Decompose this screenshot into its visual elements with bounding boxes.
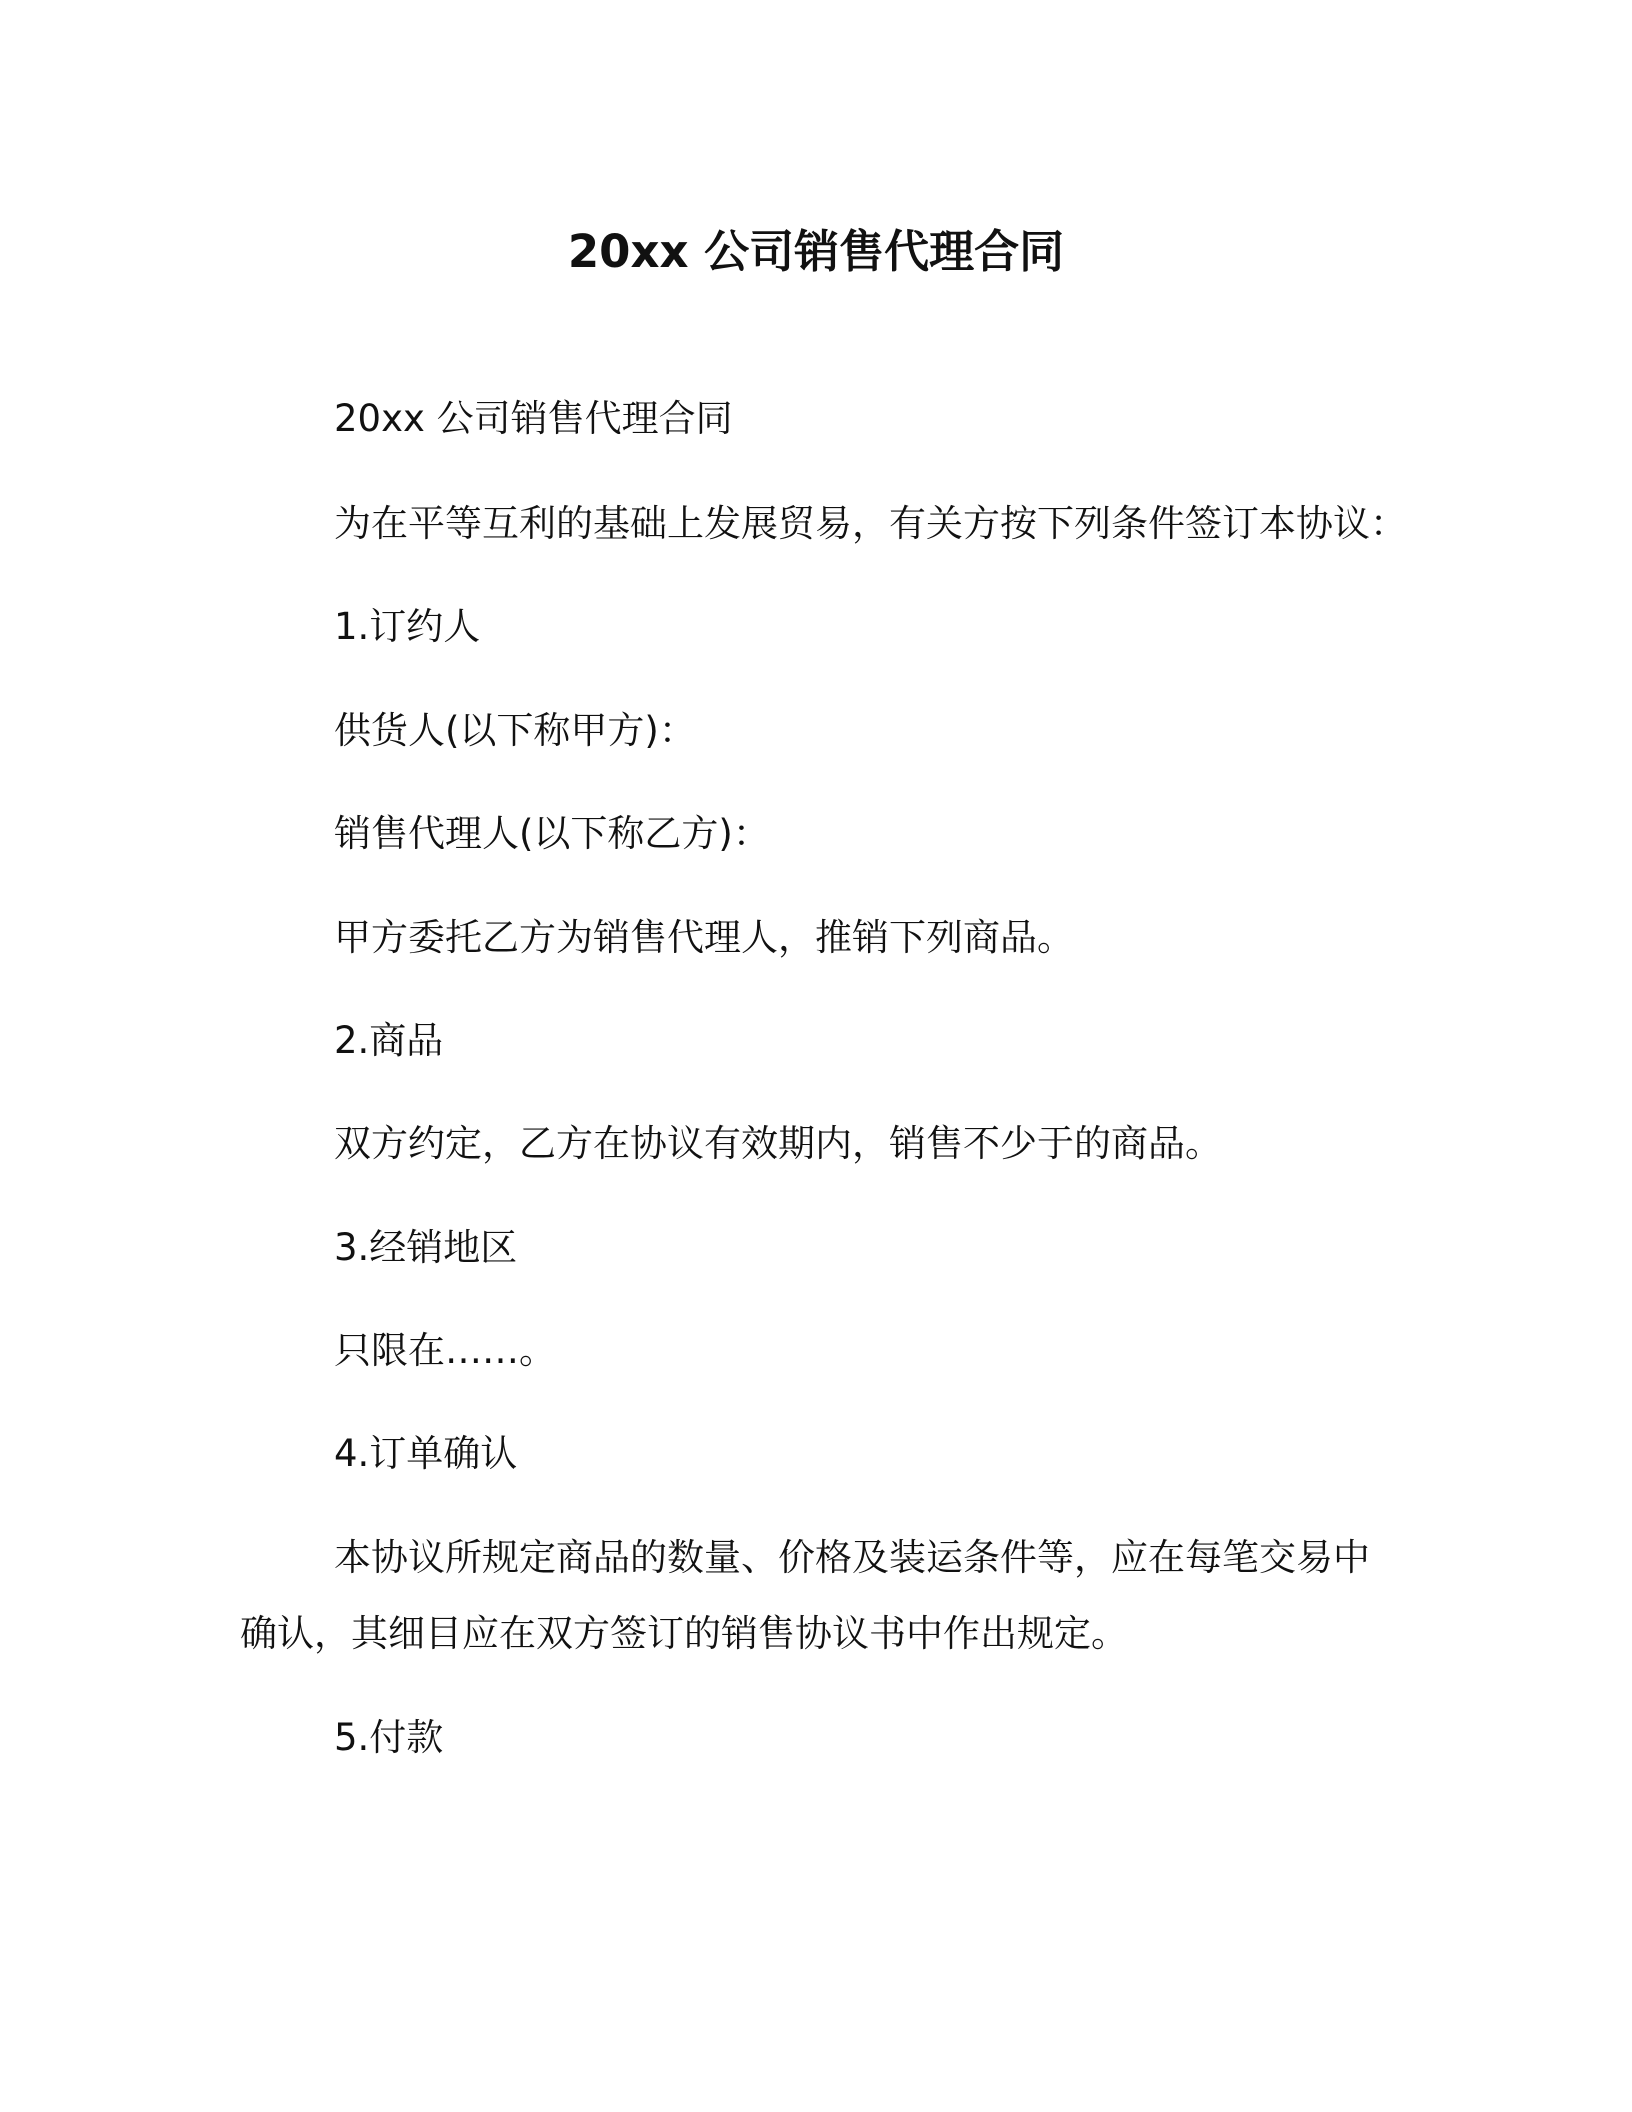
- paragraph-region: 只限在……。: [334, 1329, 556, 1372]
- paragraph-agent: 销售代理人(以下称乙方)：: [334, 812, 770, 855]
- paragraph-subtitle: 20xx 公司销售代理合同: [334, 397, 733, 440]
- paragraph-order-line-1: 本协议所规定商品的数量、价格及装运条件等，应在每笔交易中: [334, 1536, 1370, 1579]
- section-heading-1: 1.订约人: [334, 605, 481, 648]
- section-heading-3: 3.经销地区: [334, 1226, 518, 1269]
- paragraph-entrust: 甲方委托乙方为销售代理人，推销下列商品。: [334, 916, 1074, 959]
- paragraph-order-line-2: 确认，其细目应在双方签订的销售协议书中作出规定。: [240, 1612, 1128, 1655]
- paragraph-supplier: 供货人(以下称甲方)：: [334, 709, 696, 752]
- paragraph-preamble: 为在平等互利的基础上发展贸易，有关方按下列条件签订本协议：: [334, 502, 1407, 545]
- section-heading-2: 2.商品: [334, 1019, 444, 1062]
- section-heading-4: 4.订单确认: [334, 1432, 518, 1475]
- document-title: 20xx 公司销售代理合同: [567, 225, 1065, 278]
- section-heading-5: 5.付款: [334, 1716, 444, 1759]
- paragraph-goods: 双方约定，乙方在协议有效期内，销售不少于的商品。: [334, 1122, 1222, 1165]
